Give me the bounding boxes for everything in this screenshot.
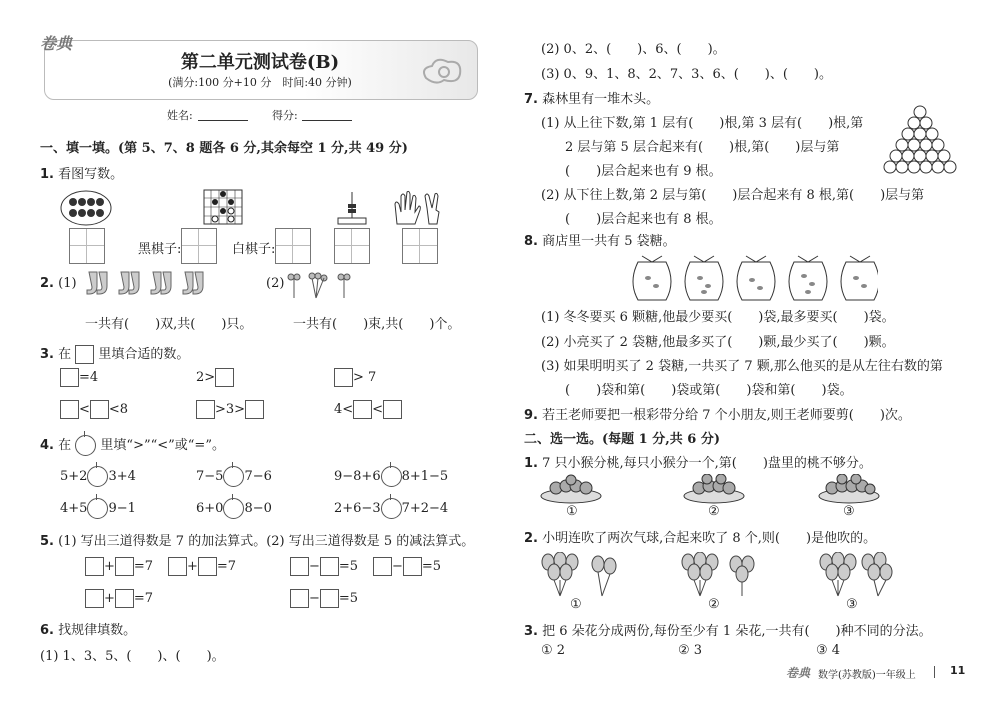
peach-plate-3-image xyxy=(818,474,880,508)
q3-row2-b: >3> xyxy=(196,400,264,419)
c1-opt1[interactable]: ① xyxy=(566,504,578,519)
log-pile-image xyxy=(880,104,960,178)
balloons-3-image xyxy=(818,552,898,602)
q5-box[interactable] xyxy=(168,557,187,576)
q4-expr-3: 9−8+6 8+1−5 xyxy=(334,466,448,487)
score-label: 得分: xyxy=(272,109,298,122)
q3-row1-c: > 7 xyxy=(334,368,376,387)
socks-image xyxy=(85,270,215,302)
c2-opt2[interactable]: ② xyxy=(708,597,720,612)
q5-box[interactable] xyxy=(403,557,422,576)
q4-circle-6[interactable] xyxy=(381,498,402,519)
black-label: 黑棋子: xyxy=(138,242,182,257)
q4-expr-4: 4+5 9−1 xyxy=(60,498,136,519)
q2-label: 2. (1) xyxy=(40,276,77,291)
page-number: 11 xyxy=(950,664,966,677)
c3-opt1[interactable]: ① 2 xyxy=(541,643,566,658)
balloons-1-image xyxy=(540,552,620,602)
q5-box[interactable] xyxy=(320,589,339,608)
score-field[interactable] xyxy=(302,120,352,121)
q8-label: 8. 商店里一共有 5 袋糖。 xyxy=(524,234,676,249)
q4-circle-4[interactable] xyxy=(87,498,108,519)
q5-label: 5. (1) 写出三道得数是 7 的加法算式。(2) 写出三道得数是 5 的减法算式。 xyxy=(40,534,475,549)
q5-add-2: + =7 xyxy=(168,557,236,576)
q5-add-1: + =7 xyxy=(85,557,153,576)
q3-row1-b: 2> xyxy=(196,368,234,387)
c1-opt3[interactable]: ③ xyxy=(843,504,855,519)
q5-box[interactable] xyxy=(115,589,134,608)
q1-label: 1. 看图写数。 xyxy=(40,167,124,182)
q4-expr-6: 2+6−3 7+2−4 xyxy=(334,498,448,519)
q4-circle-2[interactable] xyxy=(223,466,244,487)
q5-sub-2: − =5 xyxy=(373,557,441,576)
flowers-image xyxy=(286,268,356,304)
q3-box-7[interactable] xyxy=(245,400,264,419)
footer-text: 数学(苏教版)一年级上 xyxy=(818,670,916,681)
q1-answer-box-1[interactable] xyxy=(69,228,105,264)
abacus-image xyxy=(337,190,367,230)
name-label: 姓名: xyxy=(167,109,193,122)
q5-box[interactable] xyxy=(373,557,392,576)
q2-answer-1: 一共有( )双,共( )只。 xyxy=(85,317,253,332)
q4-expr-5: 6+0 8−0 xyxy=(196,498,272,519)
c2-opt1[interactable]: ① xyxy=(570,597,582,612)
chess-board-image xyxy=(203,189,243,229)
q7-line5: ( )层合起来也有 8 根。 xyxy=(565,212,722,227)
peach-plate-1-image xyxy=(540,474,602,508)
q7-line2: 2 层与第 5 层合起来有( )根,第( )层与第 xyxy=(565,140,840,155)
q3-box-2[interactable] xyxy=(215,368,234,387)
q1-answer-box-4[interactable] xyxy=(402,228,438,264)
q2-answer-2: 一共有( )束,共( )个。 xyxy=(293,317,461,332)
q3-box-3[interactable] xyxy=(334,368,353,387)
c1-label: 1. 7 只小猴分桃,每只小猴分一个,第( )盘里的桃不够分。 xyxy=(524,456,872,471)
q3-row2-a: < <8 xyxy=(60,400,128,419)
q3-row1-a: =4 xyxy=(60,368,98,387)
q5-add-3: + =7 xyxy=(85,589,153,608)
section1-heading: 一、填一填。(第 5、7、8 题各 6 分,其余每空 1 分,共 49 分) xyxy=(40,141,408,156)
q8-line2: (2) 小亮买了 2 袋糖,他最多买了( )颗,最少买了( )颗。 xyxy=(541,335,895,350)
q3-box-8[interactable] xyxy=(353,400,372,419)
q8-line3: (3) 如果明明买了 2 袋糖,一共买了 7 颗,那么他买的是从左往右数的第 xyxy=(541,359,943,374)
q6-part3: (3) 0、9、1、8、2、7、3、6、( )、( )。 xyxy=(541,67,833,82)
q5-box[interactable] xyxy=(85,557,104,576)
page-title: 第二单元测试卷(B) xyxy=(180,52,340,73)
name-field[interactable] xyxy=(198,120,248,121)
q3-box-4[interactable] xyxy=(60,400,79,419)
q3-box-1[interactable] xyxy=(60,368,79,387)
brand-logo: 卷典 xyxy=(40,34,73,53)
q8-line4: ( )袋和第( )袋或第( )袋和第( )袋。 xyxy=(565,383,853,398)
c2-opt3[interactable]: ③ xyxy=(846,597,858,612)
q5-box[interactable] xyxy=(290,557,309,576)
q6-part1: (1) 1、3、5、( )、( )。 xyxy=(40,649,225,664)
q1-answer-box-3[interactable] xyxy=(334,228,370,264)
q4-label: 4. 在 里填“>”“<”或“=”。 xyxy=(40,434,225,456)
c3-opt3[interactable]: ③ 4 xyxy=(816,643,841,658)
white-label: 白棋子: xyxy=(232,242,276,257)
c3-label: 3. 把 6 朵花分成两份,每份至少有 1 朵花,一共有( )种不同的分法。 xyxy=(524,624,932,639)
q5-box[interactable] xyxy=(115,557,134,576)
c2-label: 2. 小明连吹了两次气球,合起来吹了 8 个,则( )是他吹的。 xyxy=(524,531,877,546)
footer-logo: 卷典 xyxy=(786,666,811,680)
q3-label: 3. 在 里填合适的数。 xyxy=(40,347,190,362)
q7-line3: ( )层合起来也有 9 根。 xyxy=(565,164,722,179)
q5-sub-3: − =5 xyxy=(290,589,358,608)
footer-divider xyxy=(934,666,935,678)
apple-circle-symbol xyxy=(75,435,96,456)
q9-label: 9. 若王老师要把一根彩带分给 7 个小朋友,则王老师要剪( )次。 xyxy=(524,408,911,423)
q5-box[interactable] xyxy=(320,557,339,576)
score-info: (满分:100 分+10 分 时间:40 分钟) xyxy=(168,76,352,89)
q1-answer-box-black[interactable] xyxy=(181,228,217,264)
peach-plate-2-image xyxy=(683,474,745,508)
q4-circle-3[interactable] xyxy=(381,466,402,487)
candy-bags-image xyxy=(628,252,878,308)
q5-box[interactable] xyxy=(290,589,309,608)
q3-box-5[interactable] xyxy=(90,400,109,419)
q7-label: 7. 森林里有一堆木头。 xyxy=(524,92,660,107)
q5-box[interactable] xyxy=(85,589,104,608)
q4-expr-1: 5+2 3+4 xyxy=(60,466,136,487)
q1-answer-box-white[interactable] xyxy=(275,228,311,264)
c3-opt2[interactable]: ② 3 xyxy=(678,643,703,658)
q7-line1: (1) 从上往下数,第 1 层有( )根,第 3 层有( )根,第 xyxy=(541,116,864,131)
box-symbol xyxy=(75,345,94,364)
q6-part2: (2) 0、2、( )、6、( )。 xyxy=(541,42,726,57)
q2-part2-label: (2) xyxy=(266,276,285,291)
fingers-image xyxy=(393,190,451,230)
section2-heading: 二、选一选。(每题 1 分,共 6 分) xyxy=(524,432,721,447)
q3-box-9[interactable] xyxy=(383,400,402,419)
q4-circle-1[interactable] xyxy=(87,466,108,487)
c1-opt2[interactable]: ② xyxy=(708,504,720,519)
q5-sub-1: − =5 xyxy=(290,557,358,576)
balloons-2-image xyxy=(680,552,760,602)
q8-line1: (1) 冬冬要买 6 颗糖,他最少要买( )袋,最多要买( )袋。 xyxy=(541,310,895,325)
q3-row2-c: 4< < xyxy=(334,400,402,419)
q4-expr-2: 7−5 7−6 xyxy=(196,466,272,487)
q5-box[interactable] xyxy=(198,557,217,576)
q7-line4: (2) 从下往上数,第 2 层与第( )层合起来有 8 根,第( )层与第 xyxy=(541,188,925,203)
q6-label: 6. 找规律填数。 xyxy=(40,623,137,638)
balls-plate-image xyxy=(60,190,112,230)
q3-box-6[interactable] xyxy=(196,400,215,419)
q4-circle-5[interactable] xyxy=(223,498,244,519)
